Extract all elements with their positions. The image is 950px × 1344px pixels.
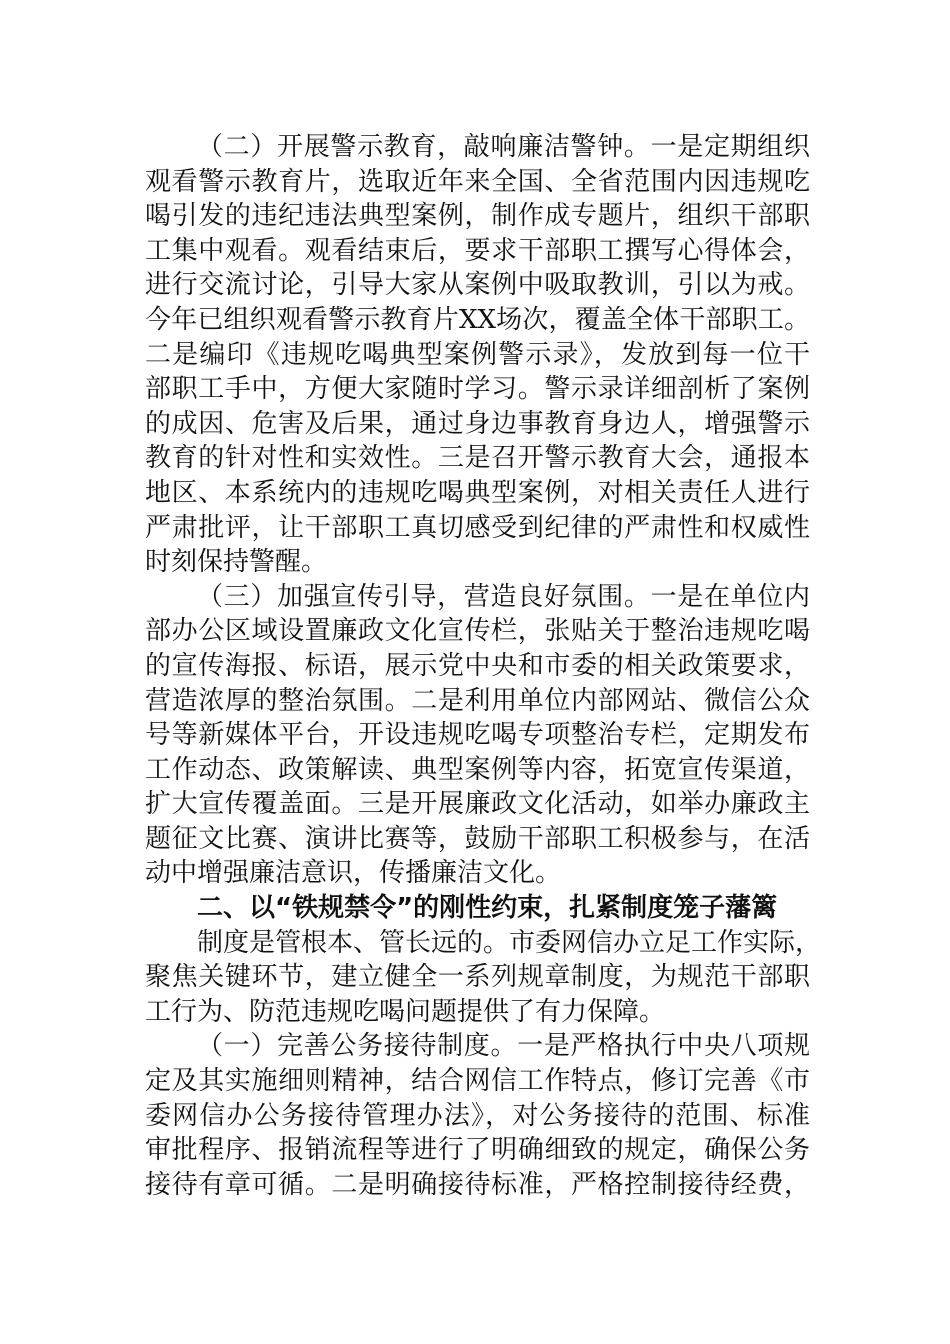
- section-heading: 二、以“铁规禁令”的刚性约束，扎紧制度笼子藩篱: [197, 893, 778, 924]
- paragraph-line: 教育的针对性和实效性。三是召开警示教育大会，通报本: [145, 443, 810, 474]
- paragraph-line: 动中增强廉洁意识，传播廉洁文化。: [145, 858, 562, 889]
- paragraph-line: 时刻保持警醒。: [145, 547, 328, 578]
- paragraph-line: 观看警示教育片，选取近年来全国、全省范围内因违规吃: [145, 166, 810, 197]
- paragraph-line: 工行为、防范违规吃喝问题提供了有力保障。: [145, 996, 666, 1027]
- paragraph-line: （二）开展警示教育，敲响廉洁警钟。一是定期组织: [197, 132, 810, 162]
- paragraph-line: 进行交流讨论，引导大家从案例中吸取教训，引以为戒。: [145, 270, 810, 301]
- paragraph-line: 委网信办公务接待管理办法》，对公务接待的范围、标准: [145, 1100, 810, 1131]
- paragraph-line: 审批程序、报销流程等进行了明确细致的规定，确保公务: [145, 1135, 810, 1166]
- paragraph-line: （三）加强宣传引导，营造良好氛围。一是在单位内: [197, 581, 810, 612]
- paragraph-line: 二是编印《违规吃喝典型案例警示录》，发放到每一位干: [145, 339, 810, 370]
- paragraph-line: 工作动态、政策解读、典型案例等内容，拓宽宣传渠道，: [145, 754, 810, 785]
- paragraph-line: 题征文比赛、演讲比赛等，鼓励干部职工积极参与，在活: [145, 823, 810, 854]
- paragraph-line: 扩大宣传覆盖面。三是开展廉政文化活动，如举办廉政主: [145, 789, 810, 820]
- paragraph-line: 号等新媒体平台，开设违规吃喝专项整治专栏，定期发布: [145, 720, 810, 751]
- paragraph-line: 今年已组织观看警示教育片XX场次，覆盖全体干部职工。: [145, 304, 810, 335]
- paragraph-line: 聚焦关键环节，建立健全一系列规章制度，为规范干部职: [145, 962, 810, 993]
- paragraph-line: 工集中观看。观看结束后，要求干部职工撰写心得体会，: [145, 235, 810, 266]
- paragraph-line: （一）完善公务接待制度。一是严格执行中央八项规: [197, 1031, 810, 1062]
- paragraph-line: 制度是管根本、管长远的。市委网信办立足工作实际，: [197, 927, 822, 958]
- paragraph-line: 部办公区域设置廉政文化宣传栏，张贴关于整治违规吃喝: [145, 616, 810, 647]
- paragraph-line: 喝引发的违纪违法典型案例，制作成专题片，组织干部职: [145, 201, 810, 232]
- paragraph-line: 地区、本系统内的违规吃喝典型案例，对相关责任人进行: [145, 477, 810, 508]
- paragraph-line: 定及其实施细则精神，结合网信工作特点，修订完善《市: [145, 1066, 810, 1097]
- paragraph-line: 部职工手中，方便大家随时学习。警示录详细剖析了案例: [145, 374, 810, 405]
- paragraph-line: 接待有章可循。二是明确接待标准，严格控制接待经费，: [145, 1169, 810, 1200]
- paragraph-line: 严肃批评，让干部职工真切感受到纪律的严肃性和权威性: [145, 512, 810, 543]
- document-body: [145, 130, 822, 1202]
- paragraph-line: 的成因、危害及后果，通过身边事教育身边人，增强警示: [145, 408, 810, 439]
- paragraph-line: 营造浓厚的整治氛围。二是利用单位内部网站、微信公众: [145, 685, 810, 716]
- paragraph-line: 的宣传海报、标语，展示党中央和市委的相关政策要求，: [145, 650, 810, 681]
